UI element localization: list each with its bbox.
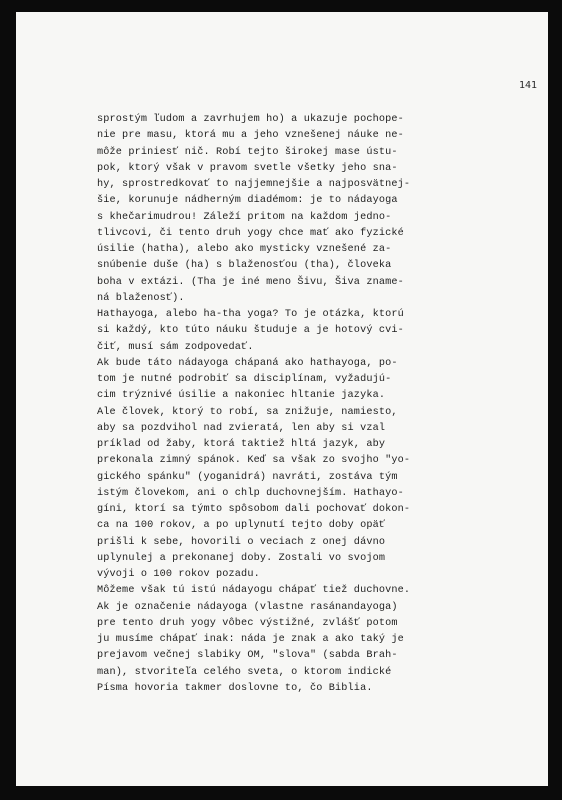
text-line: istým človekom, ani o chlp duchovnejším. Hathayo- [97, 487, 404, 499]
text-line: čiť, musí sám zodpovedať. [97, 341, 254, 353]
text-line: snúbenie duše (ha) s blaženosťou (tha), človeka [97, 260, 392, 272]
text-line: gíni, ktorí sa týmto spôsobom dali pochovať dokon- [97, 504, 411, 515]
text-line: úsilie (hatha), alebo ako mysticky vznešené za- [97, 244, 392, 255]
text-line: gického spánku" (yoganidrá) navráti, zostáva tým [97, 471, 398, 483]
text-line: tom je nutné podrobiť sa disciplínam, vyžadujú- [97, 374, 392, 385]
text-line: prišli k sebe, hovorili o veciach z onej dávno [97, 536, 386, 548]
text-line: cim trýznivé úsilie a nakoniec hltanie jazyka. [97, 390, 386, 402]
text-line: Ak bude táto nádayoga chápaná ako hathayoga, po- [97, 357, 398, 369]
text-line: vývoji o 100 rokov pozadu. [97, 569, 260, 580]
text-line: uplynulej a prekonanej doby. Zostali vo svojom [97, 552, 386, 564]
text-line: pre tento druh yogy vôbec výstižné, zvlášť potom [97, 617, 398, 629]
page-number: 141 [519, 80, 538, 91]
text-line: si každý, kto túto náuku študuje a je hotový cvi- [97, 325, 404, 337]
text-line: s khečarimudrou! Záleží pritom na každom jedno- [97, 211, 392, 223]
text-line: sprostým ľudom a zavrhujem ho) a ukazuje pochope- [97, 114, 404, 125]
text-line: prekonala zimný spánok. Keď sa však zo svojho "yo- [97, 455, 411, 467]
text-line: Písma hovoria takmer doslovne to, čo Biblia. [97, 682, 373, 694]
text-line: prejavom večnej slabiky OM, "slova" (sabda Brah- [97, 650, 398, 662]
text-line: príklad od žaby, ktorá taktiež hltá jazyk, aby [97, 439, 386, 450]
text-line: hy, sprostredkovať to najjemnejšie a najposvätnej- [97, 179, 411, 190]
text-line: ca na 100 rokov, a po uplynutí tejto doby opäť [97, 520, 386, 532]
text-line: Hathayoga, alebo ha-tha yoga? To je otázka, ktorú [97, 309, 404, 320]
text-line: boha v extázi. (Tha je iné meno Šivu, Šiva zname- [97, 276, 404, 288]
text-line: Ak je označenie nádayoga (vlastne rasánandayoga) [97, 601, 398, 613]
text-line: ju musíme chápať inak: náda je znak a ako taký je [97, 634, 404, 645]
text-line: Môžeme však tú istú nádayogu chápať tiež duchovne. [97, 585, 411, 597]
text-line: Ale človek, ktorý to robí, sa znižuje, namiesto, [97, 406, 398, 418]
text-line: man), stvoriteľa celého sveta, o ktorom indické [97, 666, 392, 678]
text-line: pok, ktorý však v pravom svetle všetky jeho sna- [97, 162, 398, 174]
text-line: aby sa pozdvihol nad zvieratá, len aby si vzal [97, 422, 386, 434]
text-line: ná blaženosť). [97, 292, 185, 304]
text-line: tlivcovi, či tento druh yogy chce mať ako fyzické [97, 227, 404, 239]
text-line: šie, korunuje nádherným diadémom: je to nádayoga [97, 195, 398, 207]
body-text [97, 112, 517, 697]
text-line: nie pre masu, ktorá mu a jeho vznešenej náuke ne- [97, 130, 404, 142]
text-line: môže priniesť nič. Robí tejto širokej mase ústu- [97, 146, 398, 158]
